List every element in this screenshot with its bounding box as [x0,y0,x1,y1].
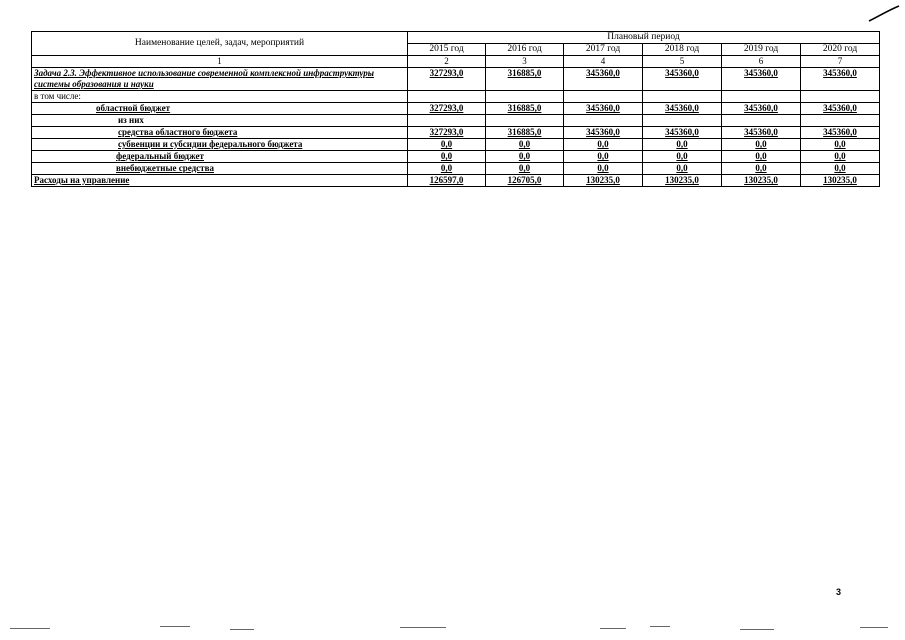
value-cell: 0,0 [486,151,564,163]
value-cell: 130235,0 [801,175,880,187]
table-row [32,115,880,127]
table-row [32,91,880,103]
row-label: средства областного бюджета [32,127,408,139]
year-header-2018: 2018 год [643,44,722,56]
table-row [32,103,880,115]
value-cell: 0,0 [408,139,486,151]
value-cell: 0,0 [486,139,564,151]
value-cell: 345360,0 [722,127,801,139]
value-cell: 327293,0 [408,103,486,115]
value-cell: 0,0 [408,163,486,175]
value-cell [801,115,880,127]
row-label: федеральный бюджет [32,151,408,163]
value-cell: 345360,0 [564,103,643,115]
value-cell: 130235,0 [722,175,801,187]
row-label: в том числе: [32,91,408,103]
value-cell: 0,0 [643,139,722,151]
year-header-2019: 2019 год [722,44,801,56]
value-cell: 327293,0 [408,68,486,91]
value-cell: 0,0 [564,163,643,175]
value-cell [801,91,880,103]
value-cell [722,115,801,127]
value-cell: 126597,0 [408,175,486,187]
page-number: 3 [836,587,842,597]
value-cell: 345360,0 [564,127,643,139]
value-cell: 0,0 [801,163,880,175]
value-cell [486,91,564,103]
row-label: из них [32,115,408,127]
value-cell [643,115,722,127]
value-cell: 0,0 [722,139,801,151]
value-cell: 0,0 [486,163,564,175]
planned-period-header: Плановый период [408,32,880,44]
row-label: внебюджетные средства [32,163,408,175]
value-cell: 0,0 [722,151,801,163]
value-cell: 345360,0 [564,68,643,91]
column-index: 4 [564,56,643,68]
row-label: Задача 2.3. Эффективное использование современной комплексной инфраструктуры системы образования и науки [32,68,408,91]
value-cell: 345360,0 [643,68,722,91]
column-index: 7 [801,56,880,68]
value-cell: 0,0 [801,139,880,151]
column-index-row [32,56,880,68]
column-index: 1 [32,56,408,68]
column-index: 5 [643,56,722,68]
table-row [32,68,880,91]
value-cell [486,115,564,127]
value-cell: 0,0 [408,151,486,163]
column-index: 3 [486,56,564,68]
value-cell: 327293,0 [408,127,486,139]
value-cell: 0,0 [643,151,722,163]
value-cell: 126705,0 [486,175,564,187]
value-cell: 316885,0 [486,103,564,115]
year-header-2016: 2016 год [486,44,564,56]
value-cell: 0,0 [564,139,643,151]
value-cell: 0,0 [564,151,643,163]
row-label: областной бюджет [32,103,408,115]
name-column-header: Наименование целей, задач, мероприятий [32,32,408,56]
column-index: 6 [722,56,801,68]
table-row [32,175,880,187]
value-cell: 345360,0 [801,68,880,91]
row-label: Расходы на управление [32,175,408,187]
value-cell: 0,0 [643,163,722,175]
pen-stroke-mark [867,4,901,24]
value-cell: 345360,0 [801,127,880,139]
value-cell [408,91,486,103]
value-cell: 0,0 [801,151,880,163]
year-header-2020: 2020 год [801,44,880,56]
value-cell: 316885,0 [486,68,564,91]
table-row [32,139,880,151]
value-cell: 345360,0 [722,103,801,115]
value-cell [408,115,486,127]
column-index: 2 [408,56,486,68]
value-cell: 130235,0 [643,175,722,187]
scan-noise [0,620,905,640]
table-row [32,163,880,175]
value-cell [643,91,722,103]
value-cell: 345360,0 [643,103,722,115]
table-row [32,151,880,163]
year-header-2015: 2015 год [408,44,486,56]
year-header-2017: 2017 год [564,44,643,56]
planned-period-table [31,31,880,187]
value-cell [564,91,643,103]
value-cell: 316885,0 [486,127,564,139]
value-cell: 345360,0 [801,103,880,115]
value-cell: 0,0 [722,163,801,175]
row-label: субвенции и субсидии федерального бюджета [32,139,408,151]
value-cell [564,115,643,127]
value-cell: 345360,0 [722,68,801,91]
budget-table-sheet [31,31,879,187]
value-cell: 130235,0 [564,175,643,187]
value-cell [722,91,801,103]
table-row [32,127,880,139]
value-cell: 345360,0 [643,127,722,139]
